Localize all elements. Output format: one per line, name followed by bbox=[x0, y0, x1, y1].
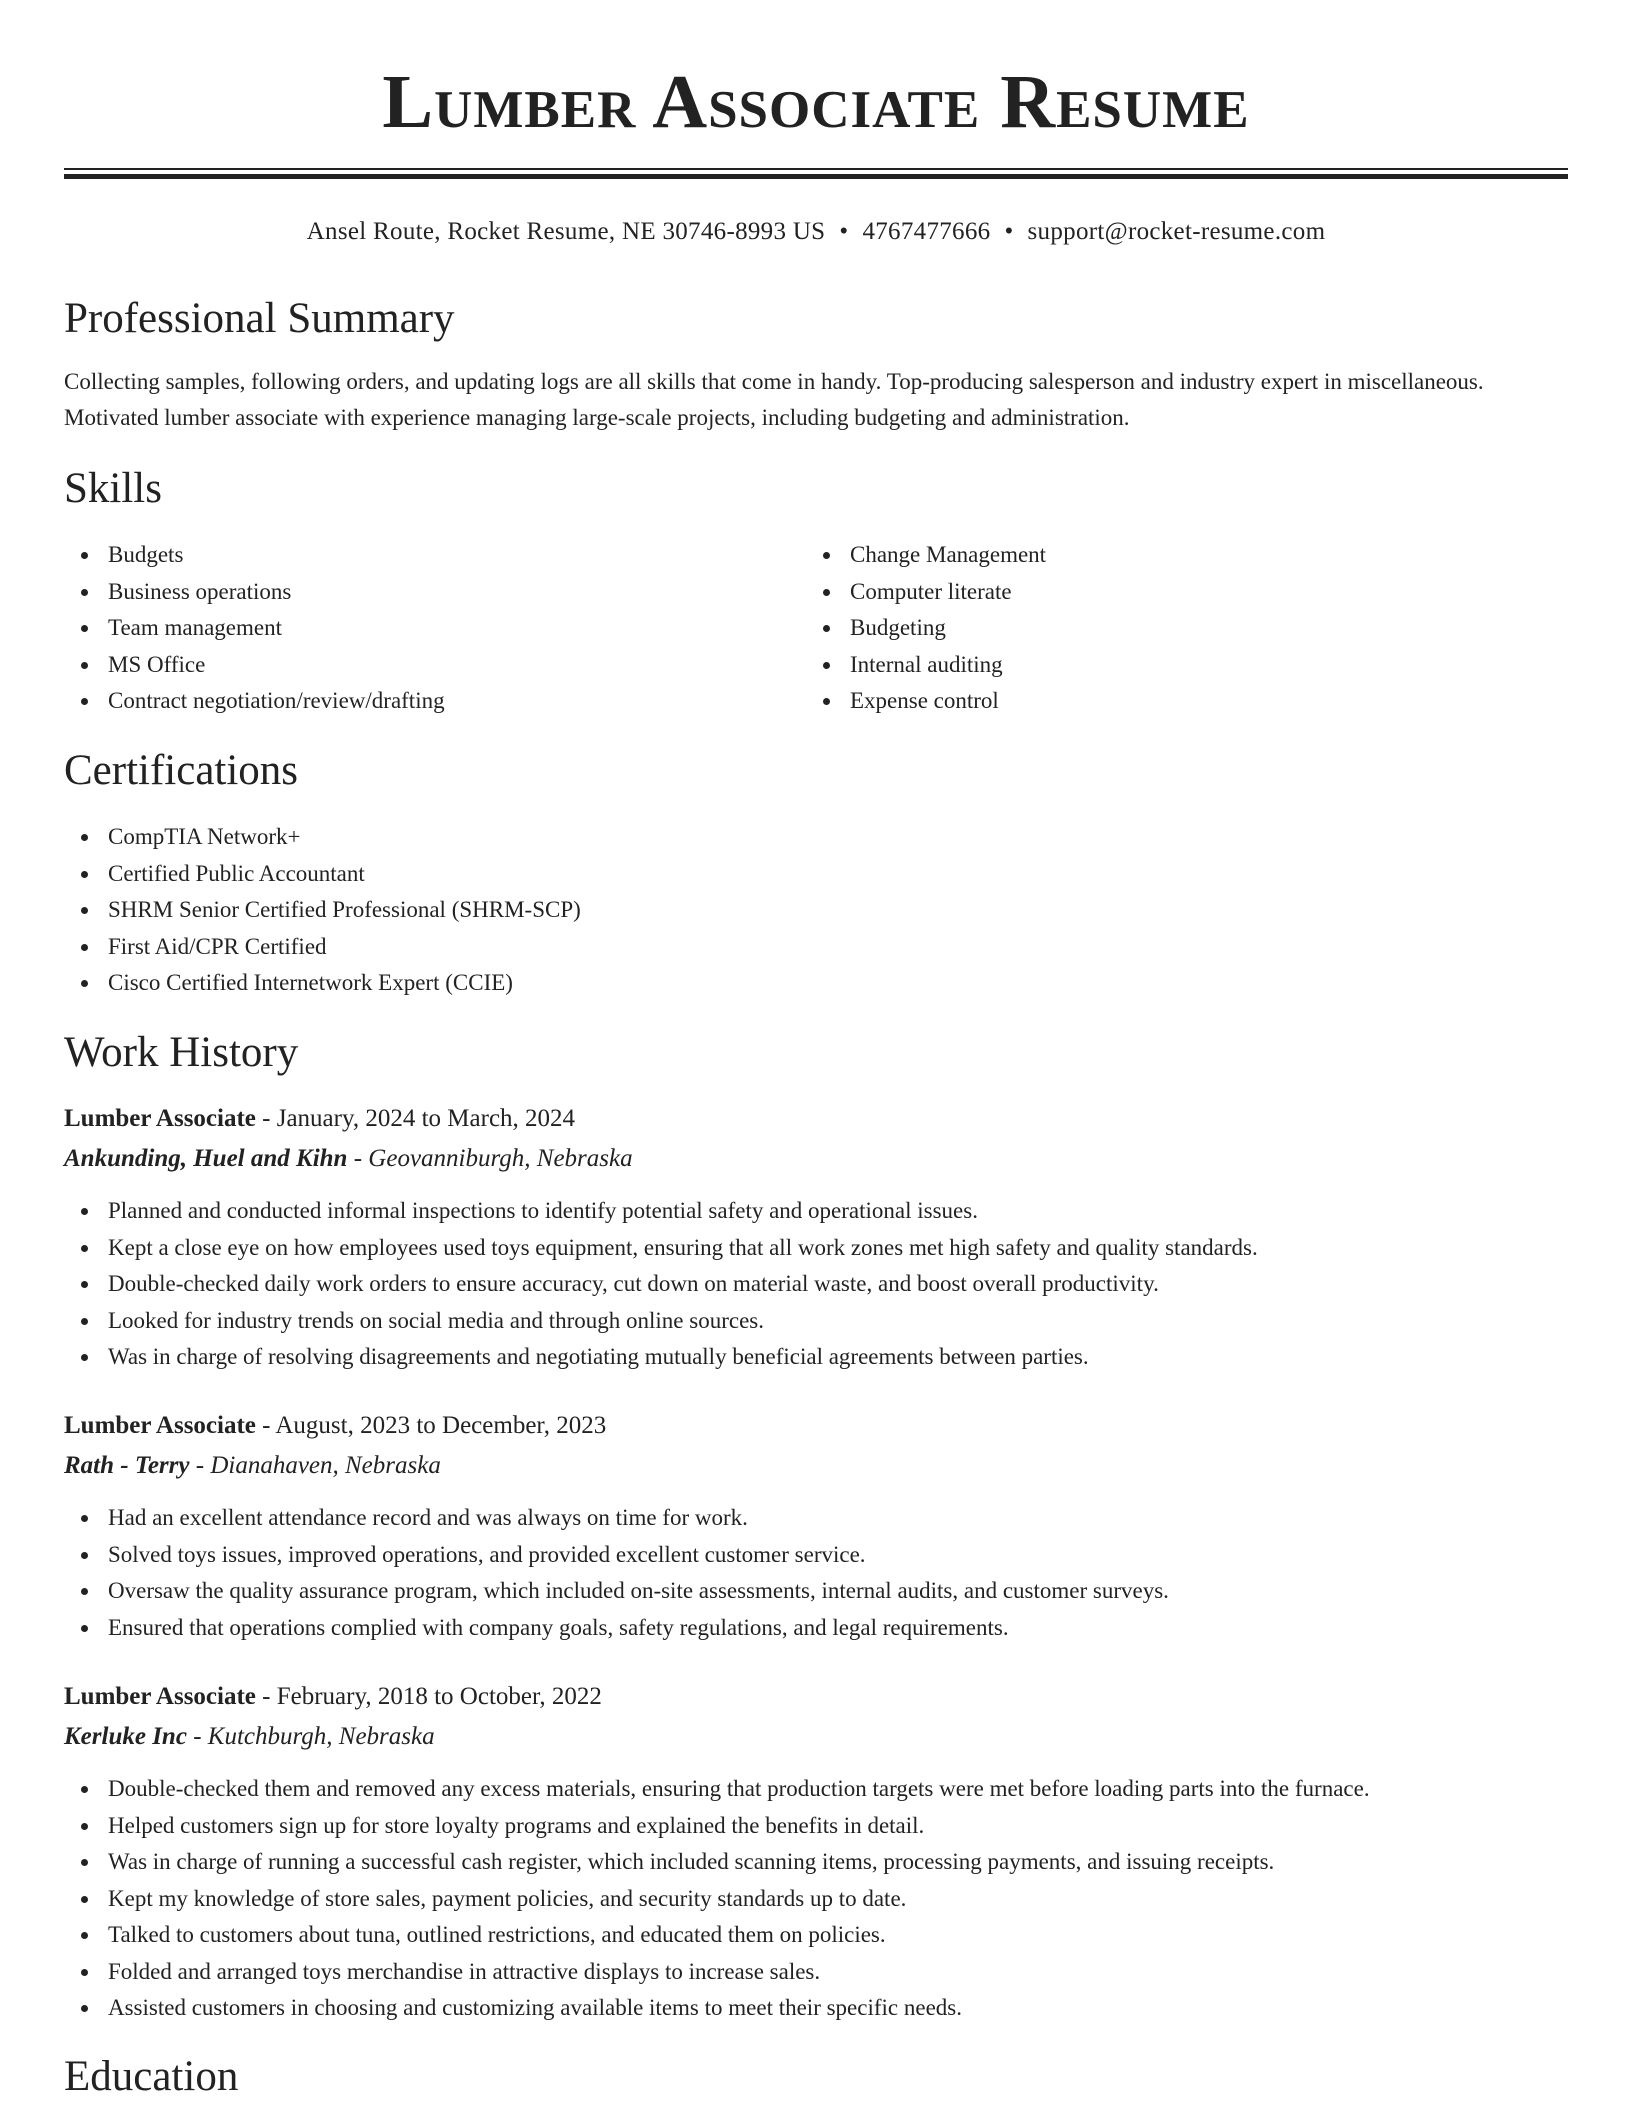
title-rule-thin bbox=[64, 168, 1568, 170]
work-history-heading: Work History bbox=[64, 1029, 299, 1076]
job-bullet: Double-checked daily work orders to ensure accuracy, cut down on material waste, and boost overall productivity. bbox=[64, 1266, 1568, 1303]
job-dash: - bbox=[353, 1145, 363, 1172]
job-bullet: Looked for industry trends on social media and through online sources. bbox=[64, 1303, 1568, 1340]
job-dates: February, 2018 to October, 2022 bbox=[276, 1683, 602, 1710]
summary-text: Collecting samples, following orders, and updating logs are all skills that come in handy. Top-producing salesperson and industry expert in miscellaneous. Motivated lumber associate with experience managing large-scale projects, including budgeting and administration. bbox=[64, 369, 1484, 430]
skill-item: Internal auditing bbox=[806, 647, 1546, 684]
job-bullet: Solved toys issues, improved operations, and provided excellent customer service. bbox=[64, 1537, 1568, 1574]
job-dash: - bbox=[193, 1723, 202, 1750]
skill-item: Contract negotiation/review/drafting bbox=[64, 683, 804, 720]
job-bullet: Assisted customers in choosing and customizing available items to meet their specific needs. bbox=[64, 1990, 1568, 2027]
job-company-line bbox=[64, 1141, 633, 1177]
job-bullet: Ensured that operations complied with company goals, safety regulations, and legal requirements. bbox=[64, 1610, 1568, 1647]
job-location: Dianahaven, Nebraska bbox=[210, 1452, 441, 1479]
skill-item: MS Office bbox=[64, 647, 804, 684]
skill-item: Budgets bbox=[64, 537, 804, 574]
job-dash: - bbox=[262, 1683, 271, 1710]
job-dash: - bbox=[262, 1105, 271, 1132]
job-title: Lumber Associate bbox=[64, 1412, 256, 1439]
job-company-line bbox=[64, 1448, 441, 1484]
skills-list-left bbox=[64, 537, 804, 720]
contact-address: Ansel Route, Rocket Resume, NE 30746-8993 US bbox=[306, 218, 826, 245]
job-company: Ankunding, Huel and Kihn bbox=[64, 1145, 348, 1172]
job-bullet: Had an excellent attendance record and was always on time for work. bbox=[64, 1500, 1568, 1537]
job-title-line bbox=[64, 1101, 575, 1137]
job-dash: - bbox=[195, 1452, 205, 1479]
job-company: Kerluke Inc bbox=[64, 1723, 187, 1750]
job-bullet: Kept my knowledge of store sales, payment policies, and security standards up to date. bbox=[64, 1881, 1568, 1918]
job-title: Lumber Associate bbox=[64, 1105, 256, 1132]
contact-separator: • bbox=[1004, 218, 1014, 245]
contact-line bbox=[64, 214, 1568, 250]
skill-item: Expense control bbox=[806, 683, 1546, 720]
contact-phone: 4767477666 bbox=[862, 218, 991, 245]
skill-item: Team management bbox=[64, 610, 804, 647]
job-bullet: Planned and conducted informal inspections to identify potential safety and operational issues. bbox=[64, 1193, 1568, 1230]
job-location: Kutchburgh, Nebraska bbox=[207, 1723, 435, 1750]
job-dash: - bbox=[262, 1412, 271, 1439]
summary-heading: Professional Summary bbox=[64, 295, 455, 342]
job-bullet: Helped customers sign up for store loyalty programs and explained the benefits in detail. bbox=[64, 1808, 1568, 1845]
certifications-heading: Certifications bbox=[64, 747, 299, 794]
job-dates: August, 2023 to December, 2023 bbox=[275, 1412, 607, 1439]
job-dates: January, 2024 to March, 2024 bbox=[276, 1105, 576, 1132]
job-bullet: Was in charge of resolving disagreements and negotiating mutually beneficial agreements between parties. bbox=[64, 1339, 1568, 1376]
job-bullet: Double-checked them and removed any excess materials, ensuring that production targets were met before loading parts into the furnace. bbox=[64, 1771, 1568, 1808]
education-heading: Education bbox=[64, 2053, 239, 2100]
job-bullet: Talked to customers about tuna, outlined restrictions, and educated them on policies. bbox=[64, 1917, 1568, 1954]
resume-title: Lumber Associate Resume bbox=[382, 60, 1250, 144]
job-bullet: Oversaw the quality assurance program, which included on-site assessments, internal audits, and customer surveys. bbox=[64, 1573, 1568, 1610]
job-company: Rath - Terry bbox=[64, 1452, 190, 1479]
job-bullets bbox=[64, 1500, 1568, 1646]
job-bullet: Kept a close eye on how employees used toys equipment, ensuring that all work zones met high safety and quality standards. bbox=[64, 1230, 1568, 1267]
certification-item: SHRM Senior Certified Professional (SHRM-SCP) bbox=[64, 892, 1568, 929]
job-bullets bbox=[64, 1771, 1568, 2027]
certification-item: CompTIA Network+ bbox=[64, 819, 1568, 856]
skill-item: Business operations bbox=[64, 574, 804, 611]
resume-page bbox=[64, 0, 1568, 2100]
skill-item: Budgeting bbox=[806, 610, 1546, 647]
skill-item: Change Management bbox=[806, 537, 1546, 574]
job-title-line bbox=[64, 1679, 602, 1715]
certification-item: Certified Public Accountant bbox=[64, 856, 1568, 893]
contact-separator: • bbox=[839, 218, 849, 245]
job-title-line bbox=[64, 1408, 606, 1444]
job-company-line bbox=[64, 1719, 435, 1755]
job-location: Geovanniburgh, Nebraska bbox=[368, 1145, 633, 1172]
skill-item: Computer literate bbox=[806, 574, 1546, 611]
skills-heading: Skills bbox=[64, 465, 162, 512]
certification-item: Cisco Certified Internetwork Expert (CCIE) bbox=[64, 965, 1568, 1002]
certification-item: First Aid/CPR Certified bbox=[64, 929, 1568, 966]
job-bullets bbox=[64, 1193, 1568, 1376]
skills-list-right bbox=[806, 537, 1546, 720]
title-rule-thick bbox=[64, 174, 1568, 179]
contact-email[interactable]: support@rocket-resume.com bbox=[1027, 218, 1326, 245]
job-bullet: Was in charge of running a successful cash register, which included scanning items, processing payments, and issuing receipts. bbox=[64, 1844, 1568, 1881]
job-title: Lumber Associate bbox=[64, 1683, 256, 1710]
certifications-list bbox=[64, 819, 1568, 1002]
job-bullet: Folded and arranged toys merchandise in attractive displays to increase sales. bbox=[64, 1954, 1568, 1991]
